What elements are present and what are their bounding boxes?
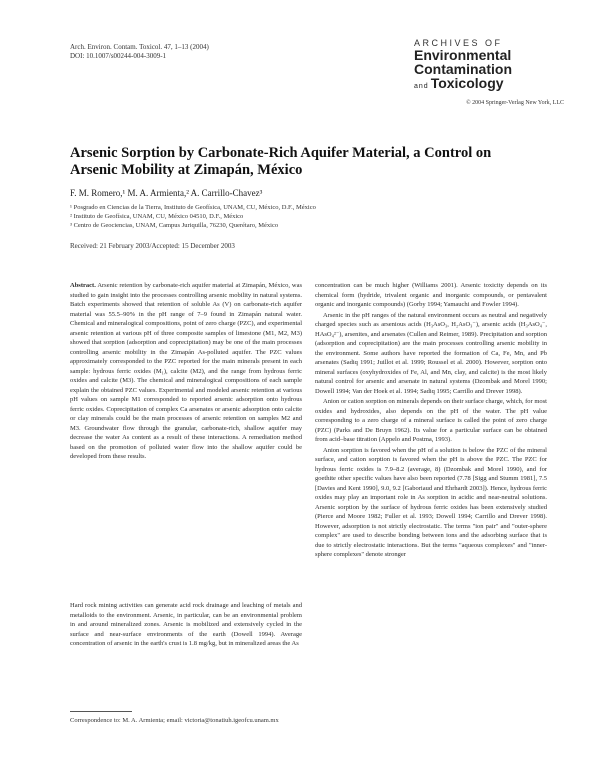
- affiliation-2: ² Instituto de Geofísica, UNAM, CU, México 04510, D.F., México: [70, 213, 244, 220]
- journal-logo-line2: Environmental: [414, 47, 512, 63]
- article-title: Arsenic Sorption by Carbonate-Rich Aquifer Material, a Control on Arsenic Mobility at Zimapán, México: [70, 145, 492, 178]
- footnote-divider: [70, 711, 132, 712]
- affiliation-3: ³ Centro de Geociencias, UNAM, Campus Juriquilla, 76230, Querétaro, México: [70, 222, 279, 229]
- citation-line: Arch. Environ. Contam. Toxicol. 47, 1–13 (2004): [70, 43, 209, 51]
- abstract: [70, 281, 302, 463]
- journal-logo-and: and: [414, 83, 429, 90]
- journal-logo-line3: Contamination: [414, 61, 512, 77]
- correspondence-note: Correspondence to: M. A. Armienta; email: victoria@tonatiuh.igeofcu.unam.mx: [70, 717, 279, 724]
- received-dates: Received: 21 February 2003/Accepted: 15 December 2003: [70, 242, 235, 250]
- journal-logo-line4: [414, 76, 564, 94]
- journal-logo-toxicology: Toxicology: [430, 75, 504, 91]
- body-paragraph: concentration can be much higher (Williams 2001). Arsenic toxicity depends on its chemical form (hydride, trivalent organic and inorganic compounds, or pentavalent organic and inorganic compounds) (Gorby 1994; Yamauchi and Fowler 1994).: [315, 282, 547, 308]
- body-paragraph: Anion or cation sorption on minerals depends on their surface charge, which, for most oxides and hydroxides, also depends on the pH of the water. The pH value corresponding to a zero charge of a mineral surface is called the point of zero charge (PZC) (Parks and De Bruyn 1962). Its value for a particular surface can be obtained from acid–base titration (Appelo and Postma, 1993).: [315, 398, 547, 443]
- affiliation-1: ¹ Posgrado en Ciencias de la Tierra, Instituto de Geofísica, UNAM, CU, México, D.F., México: [70, 204, 316, 211]
- abstract-text: Arsenic retention by carbonate-rich aquifer material at Zimapán, México, was studied to gain insight into the processes controlling arsenic mobility in natural systems. Batch experiments showed that retention of soluble As (V) on carbonate-rich aquifer material was 55.5–90% in the pH range of 7–9 found in Zimapán natural water. Chemical and mineralogical compositions, point of zero charge (PZC), and experimental arsenic retention at various pH of three composite samples of limestone (M1, M2, M3) showed that sorption (adsorption and coprecipitation) may be one of the main processes controlling arsenic mobility in the Zimapán As-polluted aquifer. The PZC values approximately corresponded to the PZC reported for the main minerals present in each sample: hydrous ferric oxides (M₁), calcite (M2), and the range from hydrous ferric oxides and calcite (M3). The chemical and mineralogical compositions of each sample explain the obtained PZC values. Experimental and modeled arsenic retention at various pH values on sample M1 corresponded to reported arsenic adsorption onto hydrous ferric oxides. Coprecipitation of complex Ca arsenates or arsenic adsorption onto calcite or clay minerals could be the main processes of arsenic retention on samples M2 and M3. Groundwater flow through the granular, carbonate-rich, shallow aquifer may decrease the water As content as a result of these interactions. A remediation method based on the promotion of polluted water flow into the shallow aquifer could be developed from these results.: [70, 282, 302, 460]
- body-paragraph: Arsenic in the pH ranges of the natural environment occurs as neutral and negatively charged species such as arsenious acids (H₃AsO₃, H₂AsO₃⁻), arsenic acids (H₃AsO₄⁻, HAsO₄²⁻), arsenites, and arsenates (Cullen and Reimer, 1989). Precipitation and sorption (adsorption and coprecipitation) are the main processes controlling arsenic mobility in the environment. Some authors have reported the formation of Ca, Fe, Mn, and Pb arsenates (Sadiq 1991; Juillot et al. 1999; Roussel et al. 2000). However, sorption onto mineral surfaces (oxyhydroxides of Fe, Al, and Mn, clay, and calcite) is the most likely natural control for arsenic and arsenate in natural systems (Dzombak and Morel 1990; Dowell 1994; Van der Hoek et al. 1994; Sadiq 1995; Carrillo and Drever 1998).: [315, 311, 547, 395]
- body-right-column: [315, 281, 547, 561]
- abstract-label: Abstract.: [70, 282, 96, 289]
- publisher-notice: © 2004 Springer-Verlag New York, LLC: [466, 100, 564, 106]
- intro-paragraph: [70, 601, 302, 650]
- doi-line: DOI: 10.1007/s00244-004-3009-1: [70, 52, 167, 60]
- body-paragraph: Hard rock mining activities can generate acid rock drainage and leaching of metals and metalloids to the environment. Arsenic, in particular, can be an environmental problem in and around mineralized zones. Arsenic is mobilized and extensively cycled in the surface and near-surface environments of the earth (Dowell 1994). Average concentration of arsenic in the earth's crust is 1.8 mg/kg, but in mineralized areas the As: [70, 602, 302, 647]
- journal-logo: [414, 38, 564, 94]
- citation-block: [70, 43, 209, 61]
- article-authors: F. M. Romero,¹ M. A. Armienta,² A. Carrillo-Chavez³: [70, 188, 263, 198]
- body-paragraph: Anion sorption is favored when the pH of a solution is below the PZC of the mineral surface, and cation sorption is favored when the pH is above the PZC. The PZC for hydrous ferric oxides is 7.9–8.2 (average, 8) (Dzombak and Morel 1990), and for goethite other specific values have also been reported (7.78 [Sigg and Stumm 1981], 7.5 [Davies and Kent 1990], 9.0, 9.2 [Gaboriaud and Ehrhardt 2003]). Hence, hydrous ferric oxides may play an important role in As sorption in acidic and near-neutral solutions. Arsenic sorption by the surface of hydrous ferric oxides has been extensively studied (Pierce and Moore 1982; Fuller et al. 1993; Dowell 1994; Carrillo and Drever 1998). However, adsorption is not strictly electrostatic. The terms "ion pair" and "outer-sphere complex" are used to describe bonding between ions and the adsorbing surface that is due to strictly electrostatic interactions. But the terms "aqueous complexes" and "inner-sphere complexes" denote stronger: [315, 446, 547, 558]
- journal-logo-line1: ARCHIVES OF: [414, 38, 503, 48]
